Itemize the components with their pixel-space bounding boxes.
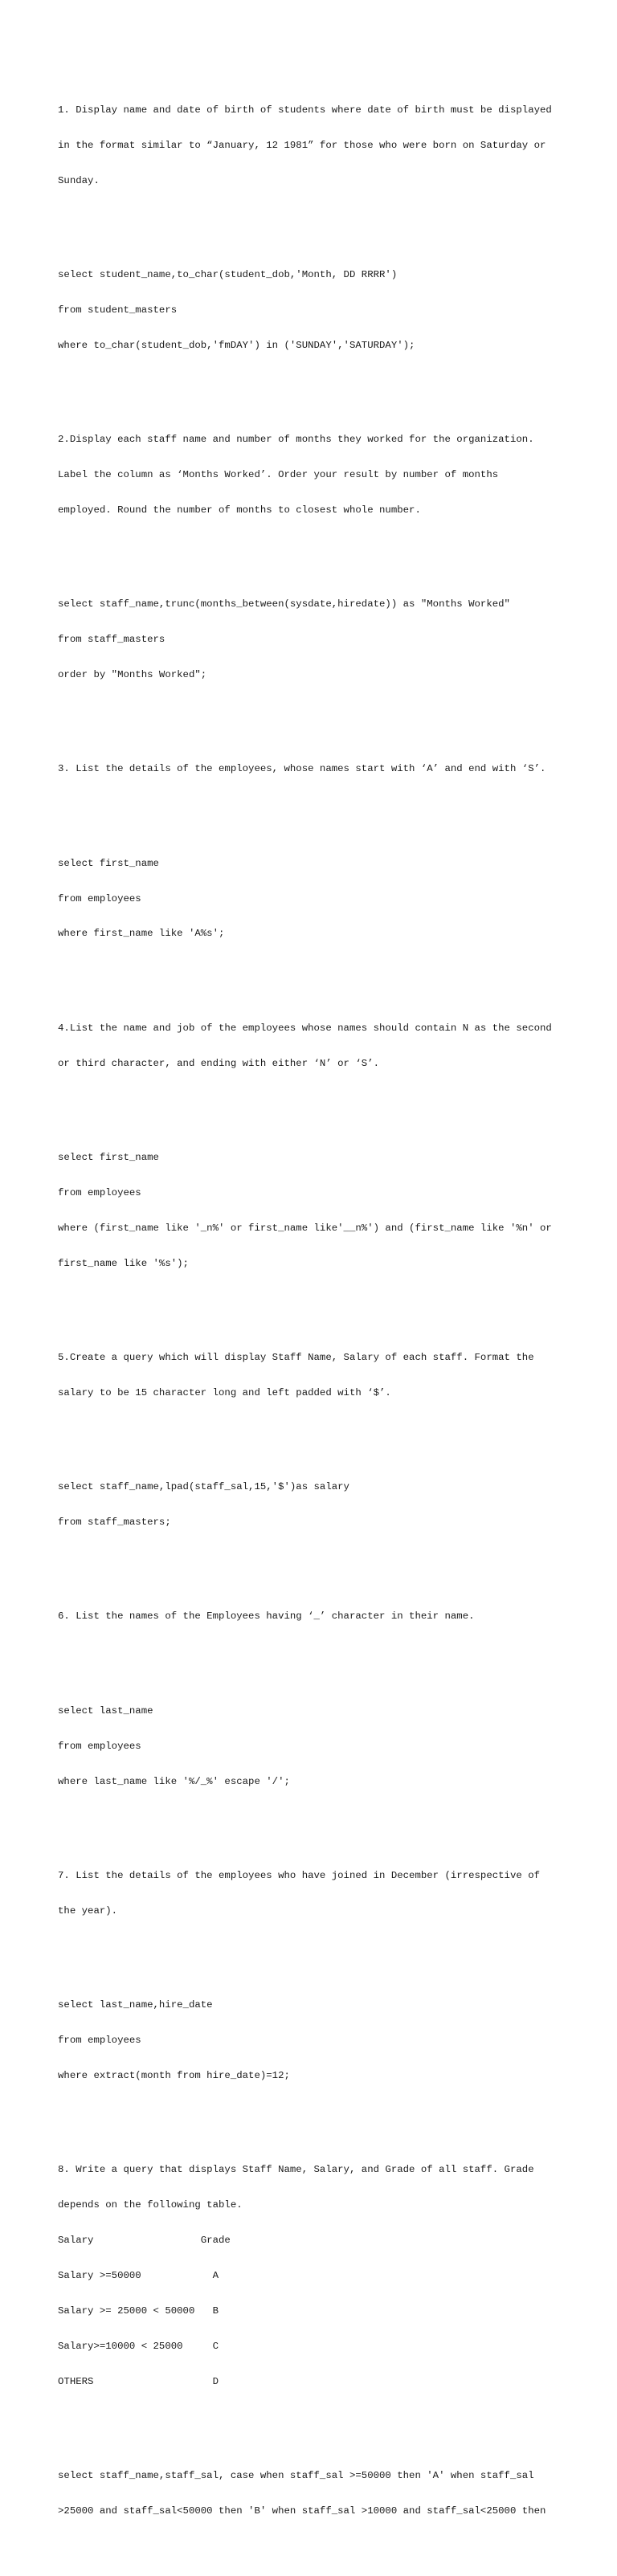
question-1 bbox=[58, 80, 588, 210]
document-body bbox=[58, 57, 588, 2576]
text-line: Sunday. bbox=[58, 174, 100, 186]
code-line: from employees bbox=[58, 2035, 141, 2047]
text-line: salary to be 15 character long and left padded with ‘$’. bbox=[58, 1387, 391, 1399]
text-line: the year). bbox=[58, 1904, 118, 1917]
question-8 bbox=[58, 2141, 588, 2411]
text-line: 6. List the names of the Employees having ‘_’ character in their name. bbox=[58, 1611, 475, 1623]
question-5 bbox=[58, 1329, 588, 1423]
code-line: select first_name bbox=[58, 1151, 159, 1163]
code-line: order by "Months Worked"; bbox=[58, 669, 207, 681]
code-line: from employees bbox=[58, 1186, 141, 1198]
answer-8-sql bbox=[58, 2447, 588, 2541]
grade-table-row: OTHERS D bbox=[58, 2376, 219, 2388]
text-line: employed. Round the number of months to closest whole number. bbox=[58, 504, 421, 516]
question-7 bbox=[58, 1847, 588, 1941]
code-line: >25000 and staff_sal<50000 then 'B' when staff_sal >10000 and staff_sal<25000 then bbox=[58, 2505, 546, 2517]
question-3 bbox=[58, 740, 588, 798]
code-line: where last_name like '%/_%' escape '/'; bbox=[58, 1775, 290, 1787]
text-line: 5.Create a query which will display Staff Name, Salary of each staff. Format the bbox=[58, 1352, 534, 1364]
code-line: from staff_masters; bbox=[58, 1517, 171, 1529]
text-line: 3. List the details of the employees, whose names start with ‘A’ and end with ‘S’. bbox=[58, 763, 546, 775]
code-line: select staff_name,staff_sal, case when staff_sal >=50000 then 'A' when staff_sal bbox=[58, 2470, 534, 2482]
code-line: select last_name,hire_date bbox=[58, 1999, 213, 2011]
text-line: or third character, and ending with either ‘N’ or ‘S’. bbox=[58, 1057, 380, 1069]
code-line: where (first_name like '_n%' or first_name like'__n%') and (first_name like '%n' or bbox=[58, 1222, 552, 1234]
text-line: Label the column as ‘Months Worked’. Order your result by number of months bbox=[58, 468, 499, 480]
code-line: select student_name,to_char(student_dob,'Month, DD RRRR') bbox=[58, 268, 398, 280]
answer-4-sql bbox=[58, 1129, 588, 1293]
code-line: first_name like '%s'); bbox=[58, 1257, 189, 1269]
code-line: select staff_name,lpad(staff_sal,15,'$')as salary bbox=[58, 1481, 349, 1493]
answer-5-sql bbox=[58, 1458, 588, 1552]
answer-1-sql bbox=[58, 245, 588, 374]
answer-2-sql bbox=[58, 575, 588, 704]
grade-table-row: Salary >= 25000 < 50000 B bbox=[58, 2305, 219, 2317]
answer-7-sql bbox=[58, 1976, 588, 2105]
question-6 bbox=[58, 1587, 588, 1646]
code-line: where extract(month from hire_date)=12; bbox=[58, 2070, 290, 2082]
text-line: 7. List the details of the employees who have joined in December (irrespective of bbox=[58, 1869, 541, 1881]
code-line: where first_name like 'A%s'; bbox=[58, 928, 225, 940]
answer-6-sql bbox=[58, 1681, 588, 1811]
code-line: where to_char(student_dob,'fmDAY') in ('SUNDAY','SATURDAY'); bbox=[58, 339, 415, 351]
question-4 bbox=[58, 998, 588, 1092]
code-line: select first_name bbox=[58, 857, 159, 869]
code-line: from employees bbox=[58, 1740, 141, 1752]
grade-table-row: Salary >=50000 A bbox=[58, 2270, 219, 2282]
text-line: in the format similar to “January, 12 1981” for those who were born on Saturday or bbox=[58, 139, 546, 151]
grade-table-header: Salary Grade bbox=[58, 2235, 231, 2247]
text-line: depends on the following table. bbox=[58, 2199, 243, 2211]
answer-3-sql bbox=[58, 834, 588, 963]
text-line: 1. Display name and date of birth of students where date of birth must be displayed bbox=[58, 104, 552, 116]
code-line: from employees bbox=[58, 892, 141, 904]
code-line: select last_name bbox=[58, 1704, 153, 1717]
code-line: select staff_name,trunc(months_between(sysdate,hiredate)) as "Months Worked" bbox=[58, 598, 510, 610]
code-line: from student_masters bbox=[58, 304, 178, 316]
text-line: 2.Display each staff name and number of months they worked for the organization. bbox=[58, 433, 534, 445]
text-line: 8. Write a query that displays Staff Name, Salary, and Grade of all staff. Grade bbox=[58, 2164, 534, 2176]
code-line: from staff_masters bbox=[58, 634, 165, 646]
grade-table-row: Salary>=10000 < 25000 C bbox=[58, 2341, 219, 2353]
text-line: 4.List the name and job of the employees whose names should contain N as the second bbox=[58, 1022, 552, 1034]
question-2 bbox=[58, 410, 588, 540]
